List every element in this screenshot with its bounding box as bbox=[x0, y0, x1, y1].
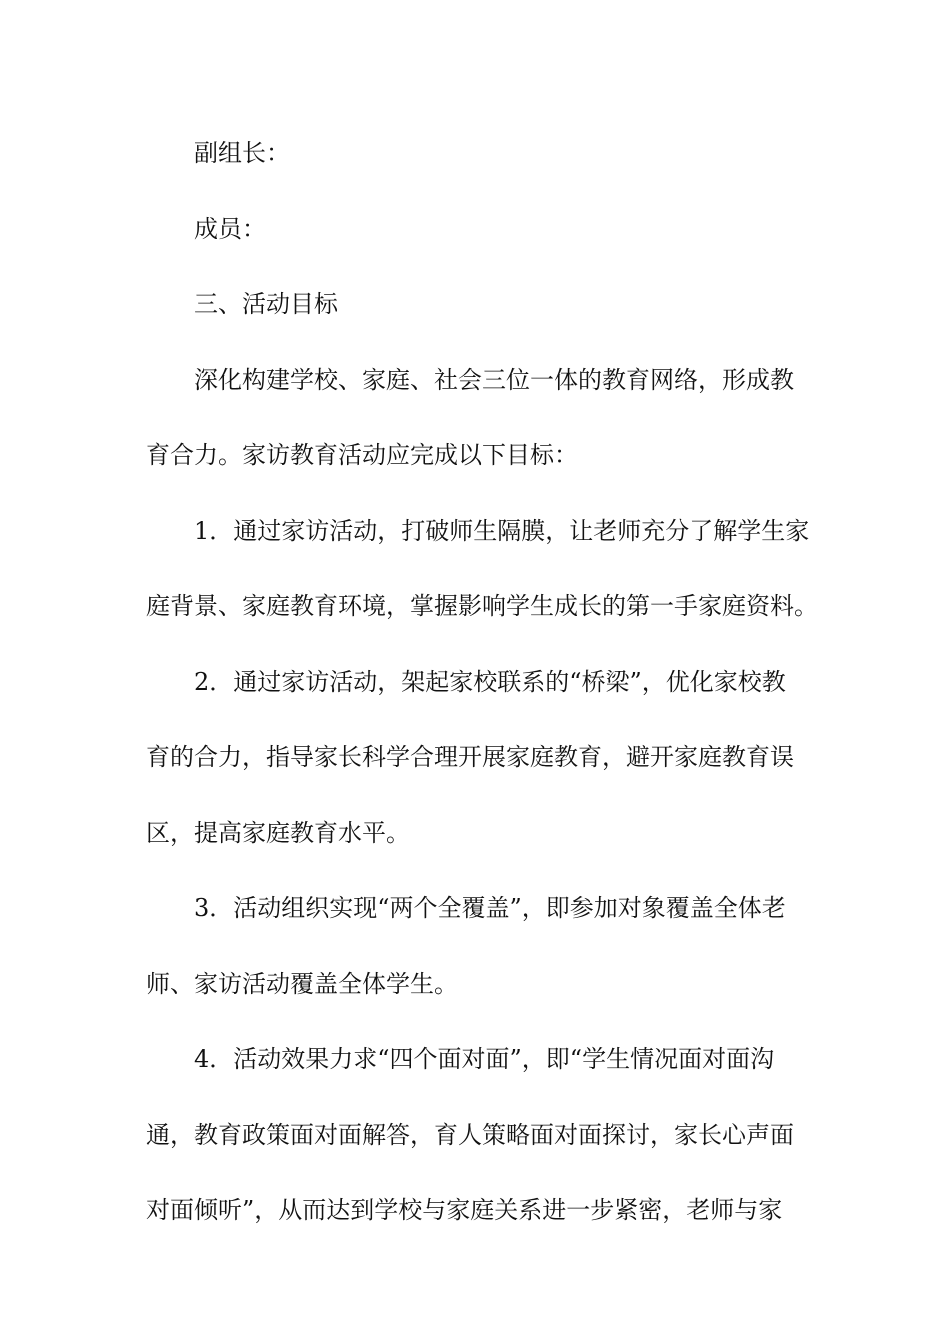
paragraph-intro bbox=[146, 355, 810, 482]
paragraph-deputy-leader bbox=[146, 128, 810, 179]
paragraph-goal-4 bbox=[146, 1034, 810, 1236]
paragraph-goal-1 bbox=[146, 506, 818, 633]
text-line: 3．活动组织实现“两个全覆盖”，即参加对象覆盖全体老 bbox=[194, 894, 786, 922]
paragraph-members bbox=[146, 204, 810, 255]
text-line: 1．通过家访活动，打破师生隔膜，让老师充分了解学生家 bbox=[194, 516, 810, 545]
document-body bbox=[146, 128, 818, 1236]
section-heading: 三、活动目标 bbox=[194, 290, 338, 318]
text-line: 师、家访活动覆盖全体学生。 bbox=[146, 969, 458, 998]
text-line: 区，提高家庭教育水平。 bbox=[146, 818, 410, 847]
text-line: 深化构建学校、家庭、社会三位一体的教育网络，形成教 bbox=[194, 365, 794, 394]
text-line: 对面倾听”，从而达到学校与家庭关系进一步紧密，老师与家 bbox=[146, 1196, 783, 1224]
paragraph-goal-2 bbox=[146, 657, 810, 859]
text-line: 4．活动效果力求“四个面对面”，即“学生情况面对面沟 bbox=[194, 1045, 775, 1073]
text-line: 庭背景、家庭教育环境，掌握影响学生成长的第一手家庭资料。 bbox=[146, 592, 818, 620]
section-heading-activity-goals bbox=[146, 279, 810, 330]
text-line: 育合力。家访教育活动应完成以下目标： bbox=[146, 441, 578, 469]
text-line: 育的合力，指导家长科学合理开展家庭教育，避开家庭教育误 bbox=[146, 743, 794, 771]
text-line: 成员： bbox=[194, 214, 266, 243]
text-line: 通，教育政策面对面解答，育人策略面对面探讨，家长心声面 bbox=[146, 1120, 794, 1149]
text-line: 2．通过家访活动，架起家校联系的“桥梁”，优化家校教 bbox=[194, 667, 786, 696]
paragraph-goal-3 bbox=[146, 883, 810, 1010]
text-line: 副组长： bbox=[194, 139, 290, 167]
